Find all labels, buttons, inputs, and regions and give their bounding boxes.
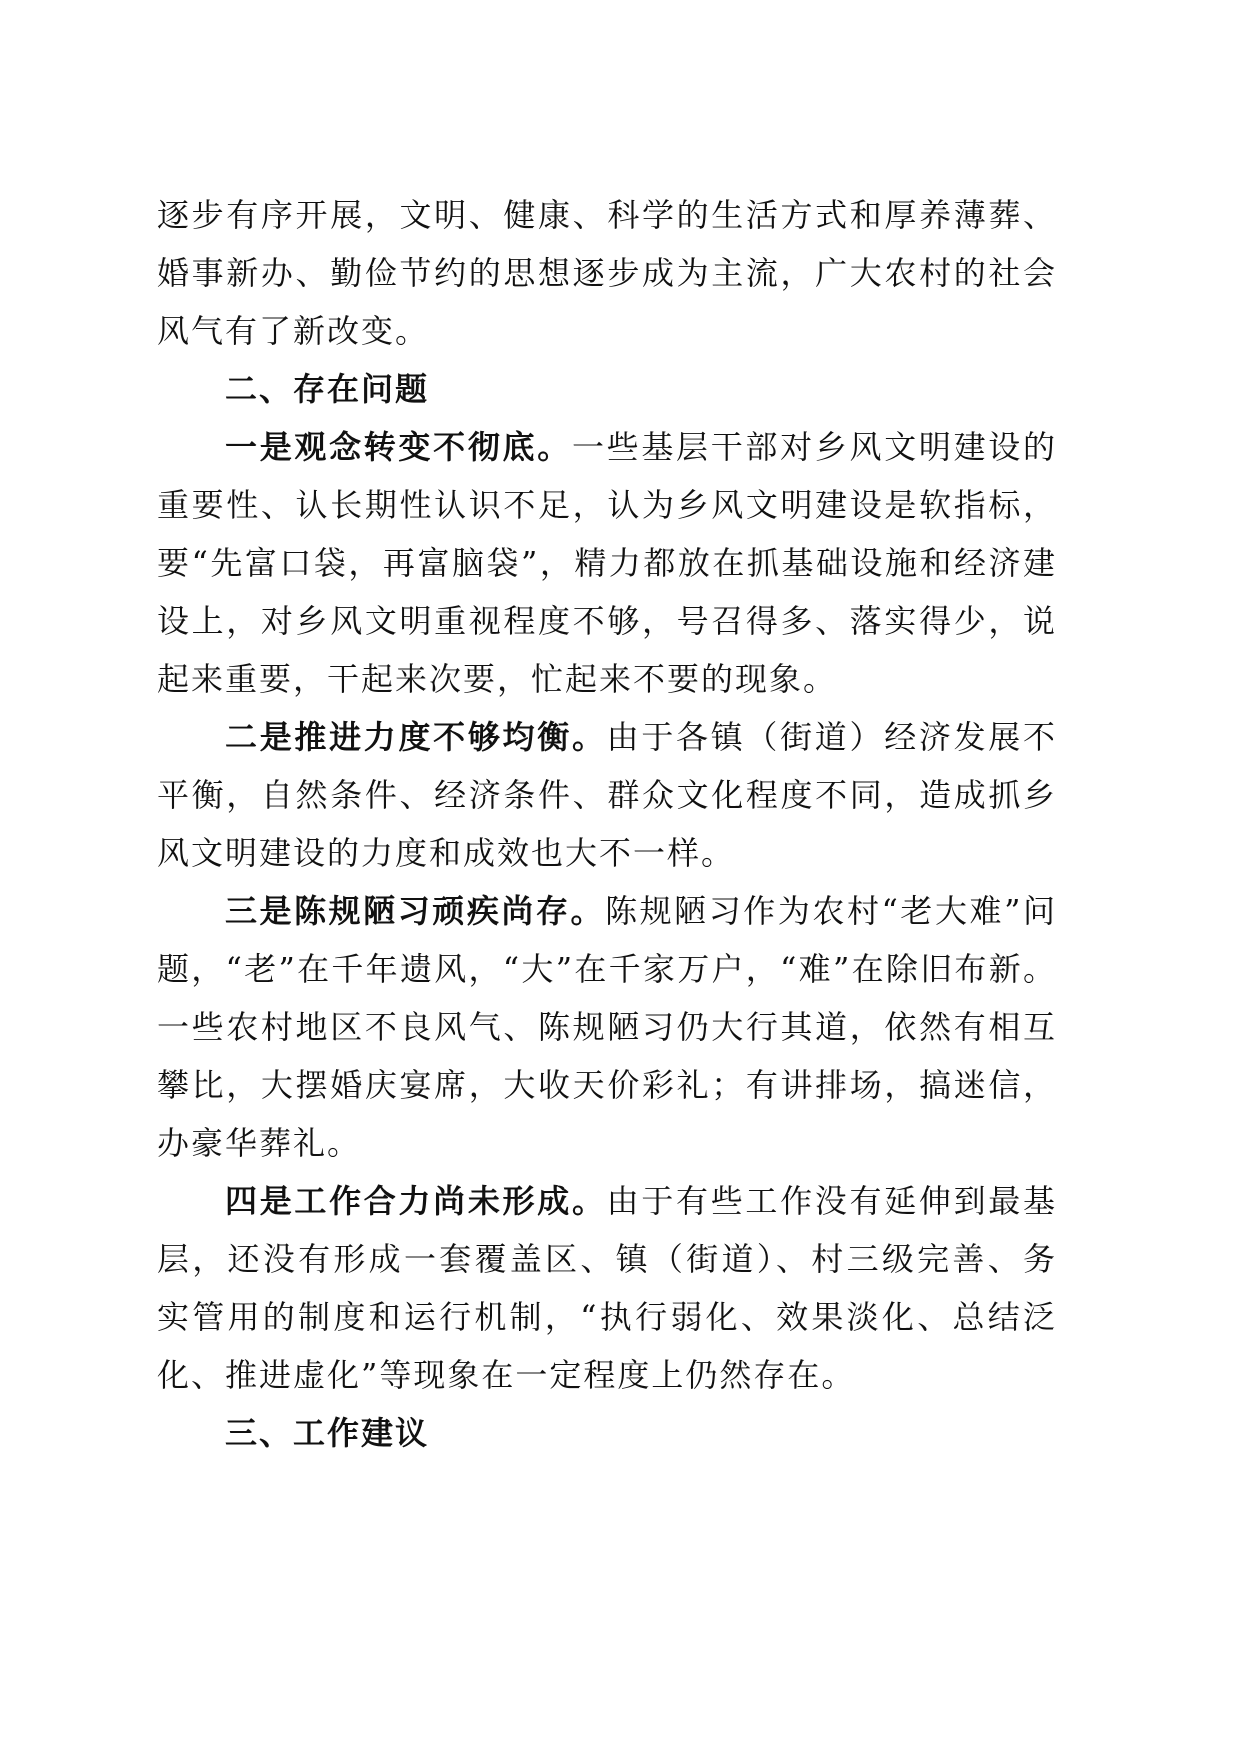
problem-text-1: 一些基层干部对乡风文明建设的重要性、认长期性认识不足，认为乡风文明建设是软指标，要“先富口袋，再富脑袋”，精力都放在抓基础设施和经济建设上，对乡风文明重视程度不够，号召得多、落实得少，说起来重要，干起来次要，忙起来不要的现象。: [157, 428, 1057, 698]
problem-paragraph-1: [157, 418, 1057, 708]
problem-lead-4: 四是工作合力尚未形成。: [225, 1182, 607, 1220]
problem-paragraph-4: [157, 1172, 1057, 1404]
problem-text-3: 陈规陋习作为农村“老大难”问题，“老”在千年遗风，“大”在千家万户，“难”在除旧布新。一些农村地区不良风气、陈规陋习仍大行其道，依然有相互攀比，大摆婚庆宴席，大收天价彩礼；有讲排场，搞迷信，办豪华葬礼。: [157, 892, 1057, 1162]
section-heading-suggestions: 三、工作建议: [225, 1414, 430, 1452]
problem-text-2: 由于各镇（街道）经济发展不平衡，自然条件、经济条件、群众文化程度不同，造成抓乡风文明建设的力度和成效也大不一样。: [157, 718, 1057, 872]
section-heading-problems: 二、存在问题: [225, 370, 430, 408]
problem-lead-2: 二是推进力度不够均衡。: [225, 718, 607, 756]
problem-lead-3: 三是陈规陋习顽疾尚存。: [225, 892, 606, 930]
problem-paragraph-3: [157, 882, 1057, 1172]
opening-paragraph: 逐步有序开展，文明、健康、科学的生活方式和厚养薄葬、婚事新办、勤俭节约的思想逐步成为主流，广大农村的社会风气有了新改变。: [157, 196, 1057, 350]
problem-paragraph-2: [157, 708, 1057, 882]
problem-text-4: 由于有些工作没有延伸到最基层，还没有形成一套覆盖区、镇（街道）、村三级完善、务实管用的制度和运行机制，“执行弱化、效果淡化、总结泛化、推进虚化”等现象在一定程度上仍然存在。: [157, 1182, 1057, 1394]
problem-lead-1: 一是观念转变不彻底。: [225, 428, 572, 466]
document-body: [157, 186, 1057, 1462]
